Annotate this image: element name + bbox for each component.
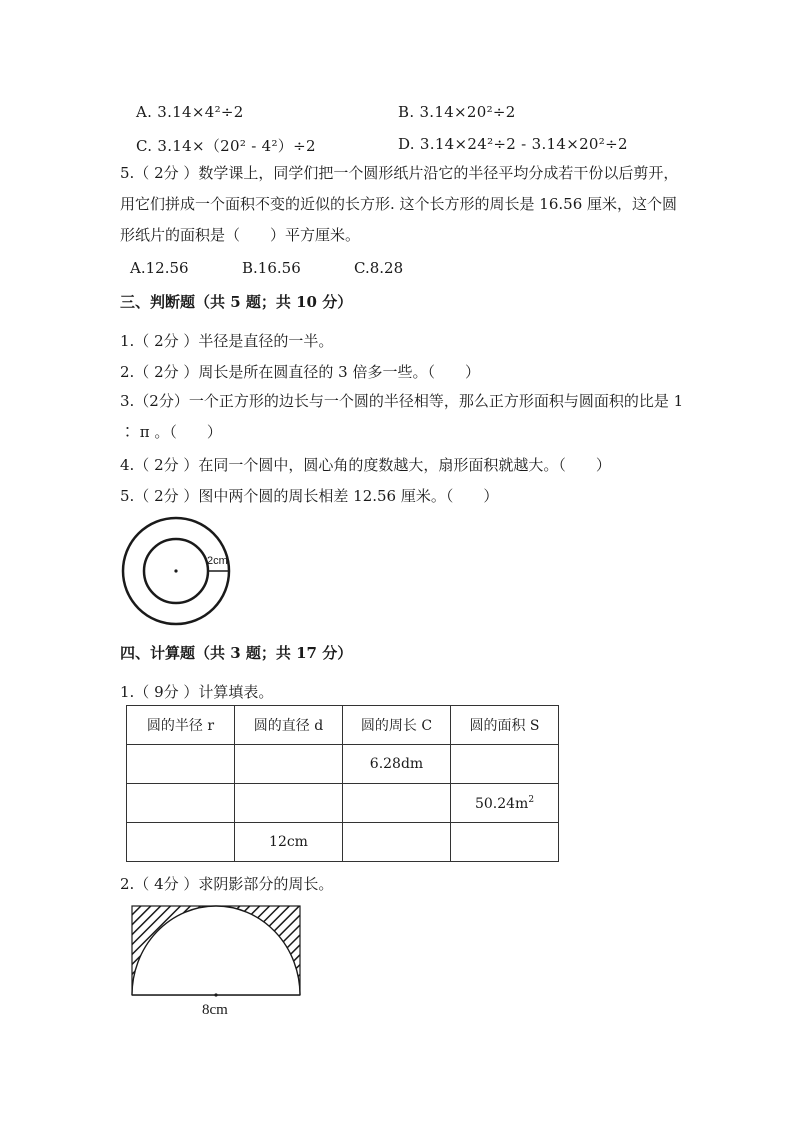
judge-question-5: 5.（ 2分 ）图中两个圆的周长相差 12.56 厘米。（ ）: [120, 487, 499, 505]
table-cell: [451, 784, 559, 823]
q5-option-c: C.8.28: [354, 259, 404, 277]
judge-question-1: 1.（ 2分 ）半径是直径的一半。: [120, 332, 334, 350]
option-d: D. 3.14×24²÷2 - 3.14×20²÷2: [398, 135, 628, 153]
section-4-title: 四、计算题（共 3 题；共 17 分）: [120, 644, 353, 662]
calc-question-1: 1.（ 9分 ）计算填表。: [120, 683, 274, 701]
table-cell[interactable]: [343, 784, 451, 823]
q5-option-b: B.16.56: [242, 259, 301, 277]
table-cell[interactable]: [451, 823, 559, 862]
diameter-label: 8cm: [202, 1002, 228, 1018]
question-5-text: 5.（ 2分 ）数学课上，同学们把一个圆形纸片沿它的半径平均分成若干份以后剪开，用它们拼成一个面积不变的近似的长方形. 这个长方形的周长是 16.56 厘米，这个圆形纸片的面积是（ ）平方厘米。: [120, 164, 679, 244]
option-a: A. 3.14×4²÷2: [136, 103, 244, 121]
calc-question-2: 2.（ 4分 ）求阴影部分的周长。: [120, 875, 334, 893]
table-row: [127, 784, 559, 823]
table-cell: 6.28dm: [343, 745, 451, 784]
option-b: B. 3.14×20²÷2: [398, 103, 516, 121]
table-row: [127, 745, 559, 784]
section-3-title: 三、判断题（共 5 题；共 10 分）: [120, 293, 353, 311]
table-row: [127, 823, 559, 862]
table-header-row: [127, 706, 559, 745]
judge-question-2: 2.（ 2分 ）周长是所在圆直径的 3 倍多一些。（ ）: [120, 363, 480, 381]
table-cell[interactable]: [235, 745, 343, 784]
table-cell[interactable]: [451, 745, 559, 784]
table-cell[interactable]: [235, 784, 343, 823]
table-header: 圆的直径 d: [235, 706, 343, 745]
table-header: 圆的面积 S: [451, 706, 559, 745]
area-unit-sup: 2: [528, 794, 535, 805]
area-value: 50.24m: [474, 795, 529, 812]
table-header: 圆的半径 r: [127, 706, 235, 745]
shaded-semicircle-figure: [126, 900, 308, 1022]
table-cell[interactable]: [343, 823, 451, 862]
q5-option-a: A.12.56: [130, 259, 189, 277]
center-point: [214, 993, 217, 996]
table-cell[interactable]: [127, 784, 235, 823]
table-cell: 12cm: [235, 823, 343, 862]
table-cell[interactable]: [127, 745, 235, 784]
judge-question-3: 3.（2分）一个正方形的边长与一个圆的半径相等，那么正方形面积与圆面积的比是 1 ∶ π 。（ ）: [120, 392, 684, 441]
option-c: C. 3.14×（20² - 4²）÷2: [136, 137, 316, 155]
circle-table: [126, 705, 559, 862]
center-point: [174, 569, 177, 572]
width-label: 2cm: [207, 555, 228, 567]
table-header: 圆的周长 C: [343, 706, 451, 745]
concentric-circles-figure: [118, 516, 238, 626]
judge-question-4: 4.（ 2分 ）在同一个圆中，圆心角的度数越大，扇形面积就越大。（ ）: [120, 456, 611, 474]
table-cell[interactable]: [127, 823, 235, 862]
